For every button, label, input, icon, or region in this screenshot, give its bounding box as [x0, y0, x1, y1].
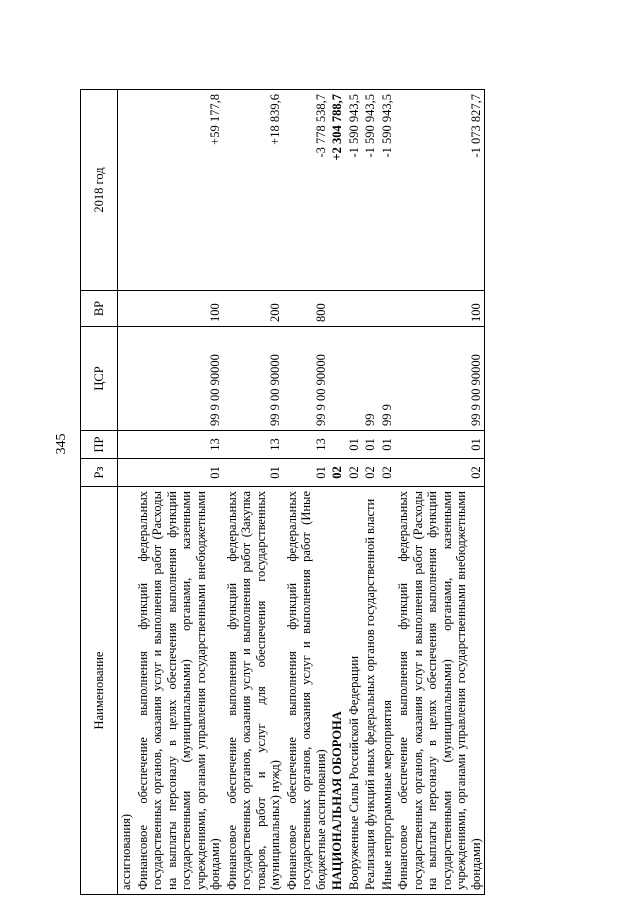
row-rz	[118, 459, 135, 487]
row-name: Реализация функций иных федеральных органов государственной власти	[362, 487, 379, 895]
table-header-row	[81, 90, 118, 895]
row-rz: 01	[284, 459, 330, 487]
row-name: Финансовое обеспечение выполнения функций федеральных государственных органов, оказания услуг и выполнения работ (Расходы на выплаты персоналу в целях обеспечения выполнения функций государственными (муниципальными) органами, казенными учреждениями, органами управления государственными внебюджетными фондами)	[135, 487, 224, 895]
table-row	[224, 90, 284, 895]
row-pr	[118, 431, 135, 459]
table-row-section	[329, 90, 346, 895]
row-sum: -3 778 538,7	[284, 90, 330, 291]
row-vr: 200	[224, 291, 284, 327]
row-pr	[329, 431, 346, 459]
row-vr: 100	[135, 291, 224, 327]
row-name: Финансовое обеспечение выполнения функций федеральных государственных органов, оказания услуг и выполнения работ (Расходы на выплаты персоналу в целях обеспечения выполнения функций государственными (муниципальными) органами, казенными учреждениями, органами управления государственными внебюджетными фондами)	[395, 487, 485, 895]
row-sum: -1 590 943,5	[362, 90, 379, 291]
table-row	[362, 90, 379, 895]
row-sum: -1 590 943,5	[346, 90, 363, 291]
row-csr: 99 9 00 90000	[224, 327, 284, 431]
row-vr	[118, 291, 135, 327]
row-rz: 01	[224, 459, 284, 487]
row-rz: 02	[346, 459, 363, 487]
page-number: 345	[54, 433, 69, 455]
row-rz: 01	[135, 459, 224, 487]
row-csr	[329, 327, 346, 431]
row-vr	[379, 291, 396, 327]
row-name: Финансовое обеспечение выполнения функций федеральных государственных органов, оказания услуг и выполнения работ (Закупка товаров, работ и услуг для обеспечения государственных (муниципальных) нужд)	[224, 487, 284, 895]
table-row	[118, 90, 135, 895]
row-csr: 99 9	[379, 327, 396, 431]
row-pr: 13	[135, 431, 224, 459]
row-vr: 100	[395, 291, 485, 327]
header-csr: ЦСР	[81, 327, 118, 431]
row-vr: 800	[284, 291, 330, 327]
row-csr: 99	[362, 327, 379, 431]
header-vr: ВР	[81, 291, 118, 327]
table-row	[135, 90, 224, 895]
row-sum	[118, 90, 135, 291]
row-pr: 01	[346, 431, 363, 459]
row-pr: 01	[379, 431, 396, 459]
row-vr	[329, 291, 346, 327]
row-csr	[118, 327, 135, 431]
row-sum: +18 839,6	[224, 90, 284, 291]
row-rz: 02	[362, 459, 379, 487]
row-name: Иные непрограммные мероприятия	[379, 487, 396, 895]
header-sum: 2018 год	[81, 90, 118, 291]
table-row	[379, 90, 396, 895]
row-pr: 01	[362, 431, 379, 459]
header-name: Наименование	[81, 487, 118, 895]
row-sum: -1 590 943,5	[379, 90, 396, 291]
row-rz: 02	[379, 459, 396, 487]
row-csr	[346, 327, 363, 431]
row-name: Вооруженные Силы Российской Федерации	[346, 487, 363, 895]
table-row	[395, 90, 485, 895]
row-pr: 01	[395, 431, 485, 459]
row-name: НАЦИОНАЛЬНАЯ ОБОРОНА	[329, 487, 346, 895]
row-pr: 13	[284, 431, 330, 459]
budget-table	[80, 89, 485, 895]
row-vr	[362, 291, 379, 327]
row-name: ассигнования)	[118, 487, 135, 895]
row-sum: +59 177,8	[135, 90, 224, 291]
row-csr: 99 9 00 90000	[284, 327, 330, 431]
row-pr: 13	[224, 431, 284, 459]
row-sum: +2 304 788,7	[329, 90, 346, 291]
row-name: Финансовое обеспечение выполнения функций федеральных государственных органов, оказания услуг и выполнения работ (Иные бюджетные ассигнования)	[284, 487, 330, 895]
row-rz: 02	[395, 459, 485, 487]
table-row	[284, 90, 330, 895]
table-row	[346, 90, 363, 895]
row-vr	[346, 291, 363, 327]
header-rz: Рз	[81, 459, 118, 487]
rotated-page	[80, 90, 600, 895]
header-pr: ПР	[81, 431, 118, 459]
row-csr: 99 9 00 90000	[135, 327, 224, 431]
row-csr: 99 9 00 90000	[395, 327, 485, 431]
row-rz: 02	[329, 459, 346, 487]
row-sum: -1 073 827,7	[395, 90, 485, 291]
